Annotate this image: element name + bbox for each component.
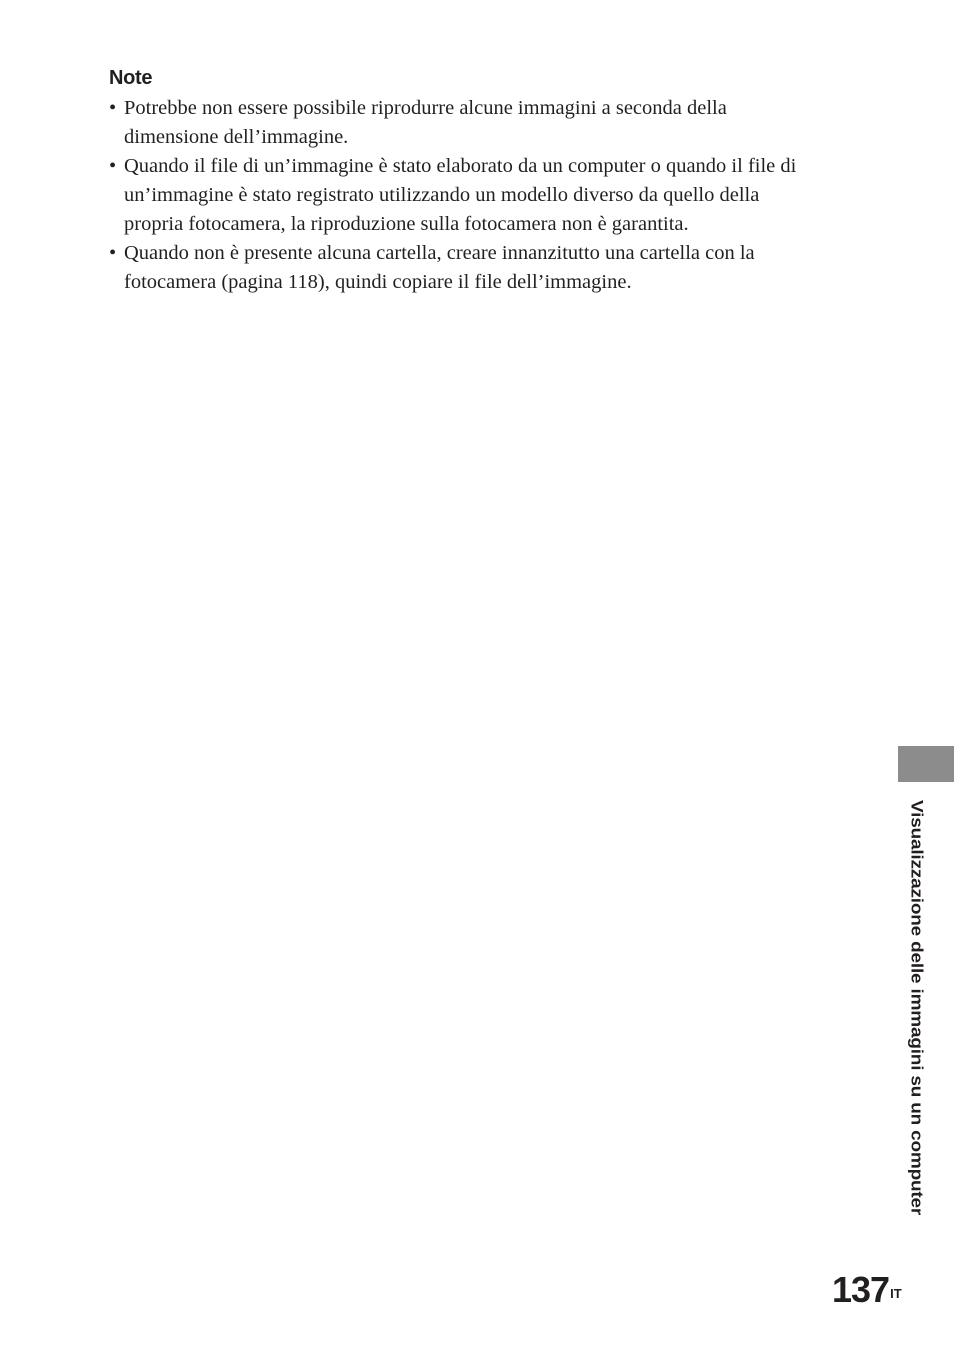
note-item: • Quando il file di un’immagine è stato elaborato da un computer o quando il file di un’immagine è stato registrato utilizzando un modello diverso da quello della propria fotocamera, la riproduzione sulla fotocamera non è garantita.	[109, 152, 869, 239]
notes-heading: Note	[109, 67, 153, 89]
page-number-value: 137	[832, 1269, 890, 1310]
note-item: • Potrebbe non essere possibile riprodurre alcune immagini a seconda della dimensione dell’immagine.	[109, 94, 869, 152]
note-item: • Quando non è presente alcuna cartella, creare innanzitutto una cartella con la fotocamera (pagina 118), quindi copiare il file dell’immagine.	[109, 239, 869, 297]
section-tab-marker	[898, 746, 954, 782]
page-language-code: IT	[890, 1286, 902, 1301]
notes-section	[109, 66, 869, 297]
notes-list	[109, 94, 869, 297]
section-tab-label: Visualizzazione delle immagini su un computer	[907, 800, 926, 1216]
page-number	[832, 1268, 902, 1312]
